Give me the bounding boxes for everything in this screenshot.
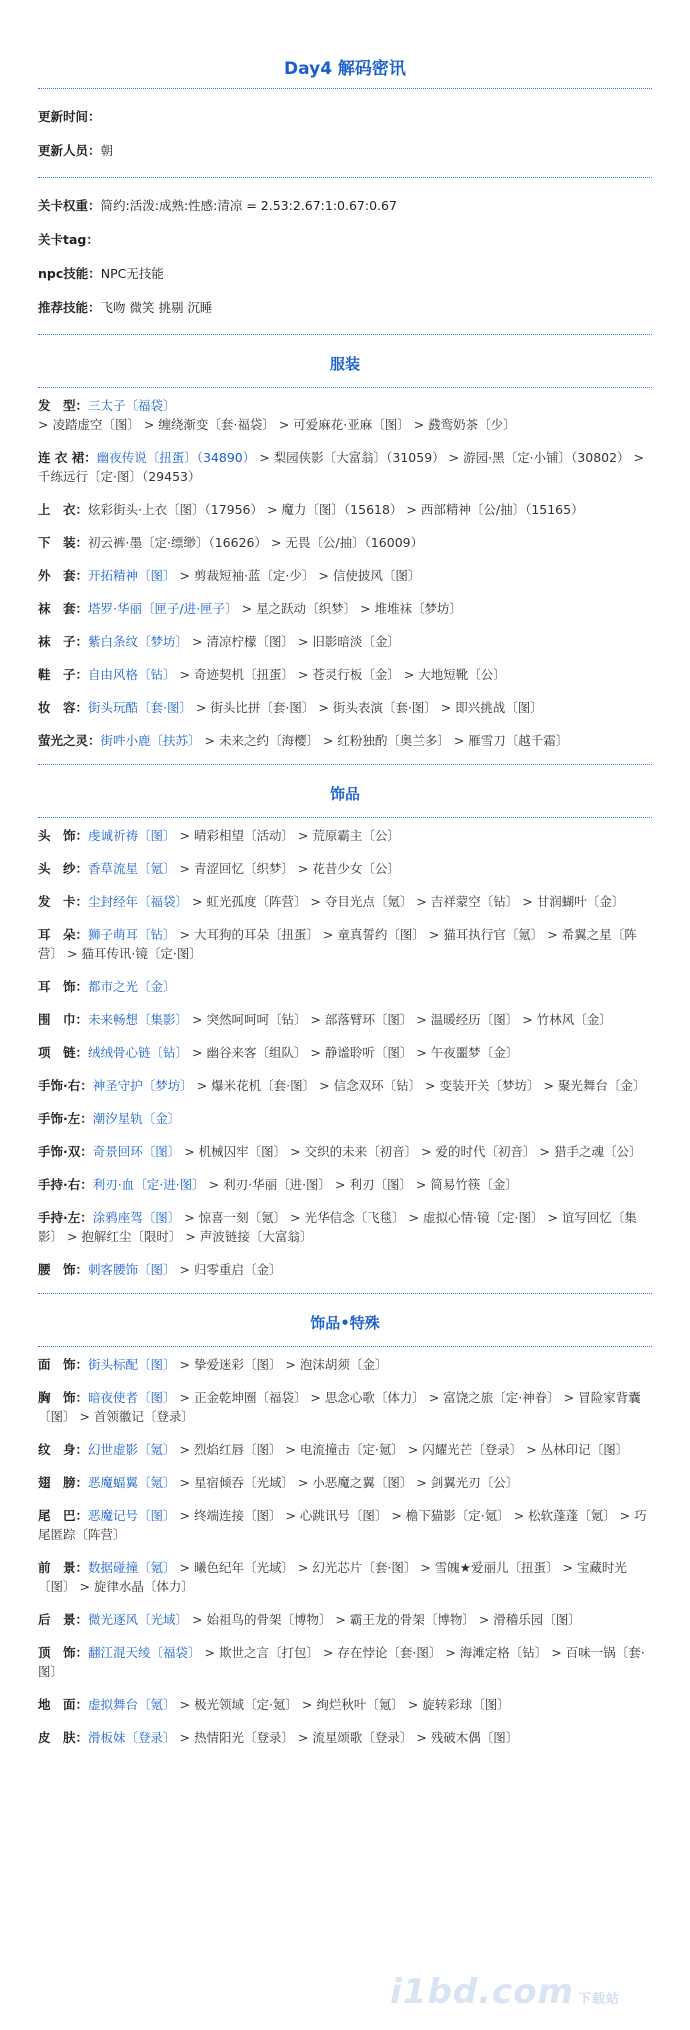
slot-label: 皮 肤：: [38, 1730, 89, 1745]
top-pick-link[interactable]: 未来畅想〔集影〕: [88, 1012, 189, 1027]
top-pick-link[interactable]: 虔诚祈祷〔图〕: [88, 828, 176, 843]
top-pick-link[interactable]: 塔罗·华丽〔匣子/进·匣子〕: [88, 601, 238, 616]
item-row: [38, 1728, 652, 1747]
alternatives-text: > 星宿倾吞〔光域〕 > 小恶魔之翼〔图〕 > 剑翼光刃〔公〕: [175, 1475, 519, 1490]
alternatives-text: > 幽谷来客〔组队〕 > 静谧聆听〔图〕 > 午夜噩梦〔金〕: [188, 1045, 519, 1060]
meta-label: 推荐技能：: [38, 300, 101, 315]
meta-value: 朝: [100, 143, 114, 158]
alternatives-text: > 极光领域〔定·氪〕 > 绚烂秋叶〔氪〕 > 旋转彩球〔图〕: [175, 1697, 510, 1712]
top-pick-link[interactable]: 三太子〔福袋〕: [88, 398, 176, 413]
top-pick-link[interactable]: 微光逐风〔光域〕: [88, 1612, 189, 1627]
alternatives-text: > 热情阳光〔登录〕 > 流星颂歌〔登录〕 > 残破木偶〔图〕: [175, 1730, 519, 1745]
alternatives-text: > 惊喜一刻〔氪〕 > 光华信念〔飞毯〕 > 虚拟心情·镜〔定·图〕 > 谊写回忆〔集影〕 > 抱解红尘〔限时〕 > 声波链接〔大富翁〕: [38, 1210, 637, 1244]
item-row: [38, 1506, 652, 1544]
section-body: [0, 818, 690, 1279]
top-pick-link[interactable]: 刺客腰饰〔图〕: [88, 1262, 176, 1277]
top-pick-link[interactable]: 幻世虚影〔氪〕: [88, 1442, 176, 1457]
alternatives-text: > 突然呵呵呵〔钻〕 > 部落臂环〔图〕 > 温暖经历〔图〕 > 竹林风〔金〕: [188, 1012, 612, 1027]
watermark-sub: 下载站: [577, 1992, 620, 2007]
divider: [38, 1293, 652, 1294]
item-row: [38, 1355, 652, 1374]
alternatives-text: > 青涩回忆〔织梦〕 > 花昔少女〔公〕: [175, 861, 400, 876]
slot-label: 面 饰：: [38, 1357, 89, 1372]
slot-label: 发 型：: [38, 398, 89, 413]
slot-label: 手饰·右：: [38, 1078, 93, 1093]
alternatives-text: > 终端连接〔图〕 > 心跳讯号〔图〕 > 檐下猫影〔定·氪〕 > 松软蓬蓬〔氪〕 > 巧尾匿踪〔阵营〕: [38, 1508, 647, 1542]
meta-value: 简约:活泼:成熟:性感:清凉 = 2.53:2.67:1:0.67:0.67: [100, 198, 397, 213]
alternatives-text: > 利刃·华丽〔进·图〕 > 利刃〔图〕 > 简易竹筷〔金〕: [204, 1177, 518, 1192]
alternatives-text: > 爆米花机〔套·图〕 > 信念双环〔钻〕 > 变装开关〔梦坊〕 > 聚光舞台〔金〕: [192, 1078, 646, 1093]
meta-row: [38, 143, 652, 159]
item-row: [38, 1695, 652, 1714]
slot-label: 顶 饰：: [38, 1645, 89, 1660]
alternatives-text: > 街头比拼〔套·图〕 > 街头表演〔套·图〕 > 即兴挑战〔图〕: [192, 700, 543, 715]
alternatives-text: 初云裤·墨〔定·缥缈〕（16626） > 无畏〔公/抽〕（16009）: [88, 535, 424, 550]
section-heading: 饰品•特殊: [310, 1314, 380, 1332]
item-row: [38, 1010, 652, 1029]
top-pick-link[interactable]: 街头玩酷〔套·图〕: [88, 700, 192, 715]
slot-label: 前 景：: [38, 1560, 89, 1575]
item-row: [38, 859, 652, 878]
item-row: [38, 566, 652, 585]
top-pick-link[interactable]: 恶魔记号〔图〕: [88, 1508, 176, 1523]
alternatives-text: > 挚爱迷彩〔图〕 > 泡沫胡须〔金〕: [175, 1357, 388, 1372]
slot-label: 手持·左：: [38, 1210, 93, 1225]
slot-label: 腰 饰：: [38, 1262, 89, 1277]
slot-label: 后 景：: [38, 1612, 89, 1627]
alternatives-text: > 始祖鸟的骨架〔博物〕 > 霸王龙的骨架〔博物〕 > 滑稽乐园〔图〕: [188, 1612, 581, 1627]
item-row: [38, 1440, 652, 1459]
meta-value: NPC无技能: [100, 266, 164, 281]
slot-label: 袜 子：: [38, 634, 89, 649]
slot-label: 手饰·双：: [38, 1144, 93, 1159]
item-row: [38, 1208, 652, 1246]
top-pick-link[interactable]: 街头标配〔图〕: [88, 1357, 176, 1372]
slot-label: 袜 套：: [38, 601, 89, 616]
item-row: [38, 1473, 652, 1492]
item-row: [38, 396, 652, 434]
meta-row: [38, 266, 652, 282]
sections: [0, 355, 690, 1747]
alternatives-text: > 机械囚牢〔图〕 > 交织的未来〔初音〕 > 爱的时代〔初音〕 > 猎手之魂〔公〕: [180, 1144, 642, 1159]
alternatives-text: > 大耳狗的耳朵〔扭蛋〕 > 童真誓约〔图〕 > 猫耳执行官〔氪〕 > 希翼之星〔阵营〕 > 猫耳传讯·镜〔定·图〕: [38, 927, 637, 961]
item-row: [38, 599, 652, 618]
meta-row: [38, 109, 652, 125]
top-pick-link[interactable]: 奇景回环〔图〕: [92, 1144, 181, 1159]
slot-label: 翅 膀：: [38, 1475, 89, 1490]
slot-label: 围 巾：: [38, 1012, 89, 1027]
top-pick-link[interactable]: 狮子萌耳〔钻〕: [88, 927, 176, 942]
slot-label: 头 纱：: [38, 861, 89, 876]
item-row: [38, 1558, 652, 1596]
top-pick-link[interactable]: 翻江混天绫〔福袋〕: [88, 1645, 201, 1660]
top-pick-link[interactable]: 神圣守护〔梦坊〕: [92, 1078, 193, 1093]
top-pick-link[interactable]: 都市之光〔金〕: [88, 979, 176, 994]
top-pick-link[interactable]: 香草流星〔氪〕: [88, 861, 176, 876]
meta-label: 关卡tag：: [38, 232, 99, 247]
top-pick-link[interactable]: 绒绒骨心链〔钻〕: [88, 1045, 189, 1060]
watermark-text: i1bd.com: [390, 1972, 574, 2012]
alternatives-text: > 未来之约〔海樱〕 > 红粉独酌〔奥兰多〕 > 雁雪刀〔越千霜〕: [200, 733, 569, 748]
slot-label: 耳 饰：: [38, 979, 89, 994]
item-row: [38, 826, 652, 845]
top-pick-link[interactable]: 潮汐星轨〔金〕: [92, 1111, 181, 1126]
divider: [38, 334, 652, 335]
slot-label: 地 面：: [38, 1697, 89, 1712]
item-row: [38, 925, 652, 963]
slot-label: 萤光之灵：: [38, 733, 101, 748]
top-pick-link[interactable]: 数据碰撞〔氪〕: [88, 1560, 176, 1575]
alternatives-text: > 正金乾坤圈〔福袋〕 > 思念心歌〔体力〕 > 富饶之旅〔定·神眷〕 > 冒险家背囊〔图〕 > 首领徽记〔登录〕: [38, 1390, 641, 1424]
slot-label: 项 链：: [38, 1045, 89, 1060]
slot-label: 胸 饰：: [38, 1390, 89, 1405]
alternatives-text: > 欺世之言〔打包〕 > 存在悖论〔套·图〕 > 海滩定格〔钻〕 > 百味一锅〔套·图〕: [38, 1645, 645, 1679]
meta-label: npc技能：: [38, 266, 101, 281]
meta-row: [38, 198, 652, 214]
item-row: [38, 1610, 652, 1629]
alternatives-text: > 烈焰红唇〔图〕 > 电流撞击〔定·氪〕 > 闪耀光芒〔登录〕 > 丛林印记〔图〕: [175, 1442, 629, 1457]
section-body: [0, 388, 690, 750]
alternatives-text: > 奇迹契机〔扭蛋〕 > 苍灵行板〔金〕 > 大地短靴〔公〕: [175, 667, 506, 682]
meta-value: 飞吻 微笑 挑剔 沉睡: [100, 300, 213, 315]
top-pick-link[interactable]: 幽夜传说〔扭蛋〕（34890）: [96, 450, 256, 465]
slot-label: 上 衣：: [38, 502, 89, 517]
item-row: [38, 977, 652, 996]
meta-label: 更新人员：: [38, 143, 101, 158]
alternatives-text: 炫彩街头·上衣〔图〕（17956） > 魔力〔图〕（15618） > 西部精神〔公/抽〕（15165）: [88, 502, 584, 517]
top-pick-link[interactable]: 开拓精神〔图〕: [88, 568, 176, 583]
item-row: [38, 448, 652, 486]
alternatives-text: > 曦色纪年〔光域〕 > 幻光芯片〔套·图〕 > 雪魄★爱丽儿〔扭蛋〕 > 宝藏时光〔图〕 > 旋律水晶〔体力〕: [38, 1560, 627, 1594]
item-row: [38, 533, 652, 552]
top-pick-link[interactable]: 自由风格〔钻〕: [88, 667, 176, 682]
top-pick-link[interactable]: 涂鸦座驾〔图〕: [92, 1210, 181, 1225]
top-pick-link[interactable]: 恶魔蝠翼〔氪〕: [88, 1475, 176, 1490]
slot-label: 头 饰：: [38, 828, 89, 843]
slot-label: 下 装：: [38, 535, 89, 550]
top-pick-link[interactable]: 街吽小鹿〔扶苏〕: [100, 733, 201, 748]
alternatives-text: > 凌踏虚空〔图〕 > 缠绕渐变〔套·福袋〕 > 可爱麻花·亚麻〔图〕 > 鼗鸾奶茶〔少〕: [38, 417, 516, 432]
item-row: [38, 1175, 652, 1194]
page-title: Day4 解码密讯: [284, 59, 406, 79]
slot-label: 纹 身：: [38, 1442, 89, 1457]
item-row: [38, 698, 652, 717]
slot-label: 发 卡：: [38, 894, 89, 909]
meta-row: [38, 300, 652, 316]
alternatives-text: > 晴彩相望〔活动〕 > 荒原霸主〔公〕: [175, 828, 400, 843]
section-body: [0, 1347, 690, 1747]
slot-label: 耳 朵：: [38, 927, 89, 942]
item-row: [38, 1076, 652, 1095]
top-pick-link[interactable]: 滑板妹〔登录〕: [88, 1730, 176, 1745]
top-pick-link[interactable]: 暗夜使者〔图〕: [88, 1390, 176, 1405]
slot-label: 妆 容：: [38, 700, 89, 715]
slot-label: 尾 巴：: [38, 1508, 89, 1523]
slot-label: 手持·右：: [38, 1177, 93, 1192]
alternatives-text: > 归零重启〔金〕: [175, 1262, 282, 1277]
alternatives-text: > 梨园侠影〔大富翁〕（31059） > 游园·黑〔定·小铺〕（30802） > 千练远行〔定·图〕（29453）: [38, 450, 644, 484]
meta-block-2: [0, 178, 690, 316]
slot-label: 鞋 子：: [38, 667, 89, 682]
slot-label: 外 套：: [38, 568, 89, 583]
watermark-logo: [390, 1972, 620, 2012]
section-heading: 服装: [329, 355, 360, 373]
top-pick-link[interactable]: 紫白条纹〔梦坊〕: [88, 634, 189, 649]
meta-row: [38, 232, 652, 248]
slot-label: 手饰·左：: [38, 1111, 93, 1126]
section-heading: 饰品: [329, 785, 360, 803]
item-row: [38, 1043, 652, 1062]
alternatives-text: > 剪裁短袖·蓝〔定·少〕 > 信使披风〔图〕: [175, 568, 421, 583]
item-row: [38, 1388, 652, 1426]
divider: [38, 764, 652, 765]
top-pick-link[interactable]: 利刃·血〔定·进·图〕: [92, 1177, 205, 1192]
item-row: [38, 665, 652, 684]
meta-label: 更新时间：: [38, 109, 101, 124]
item-row: [38, 1109, 652, 1128]
item-row: [38, 892, 652, 911]
top-pick-link[interactable]: 虚拟舞台〔氪〕: [88, 1697, 176, 1712]
top-pick-link[interactable]: 尘封经年〔福袋〕: [88, 894, 189, 909]
item-row: [38, 1260, 652, 1279]
item-row: [38, 731, 652, 750]
item-row: [38, 1142, 652, 1161]
item-row: [38, 500, 652, 519]
alternatives-text: > 星之跃动〔织梦〕 > 堆堆袜〔梦坊〕: [237, 601, 463, 616]
slot-label: 连 衣 裙：: [38, 450, 97, 465]
meta-block-1: [0, 89, 690, 159]
item-row: [38, 1643, 652, 1681]
item-row: [38, 632, 652, 651]
alternatives-text: > 清凉柠檬〔图〕 > 旧影暗淡〔金〕: [188, 634, 400, 649]
meta-label: 关卡权重：: [38, 198, 101, 213]
alternatives-text: > 虹光孤度〔阵营〕 > 夺目光点〔氪〕 > 吉祥蒙空〔钻〕 > 甘润蝴叶〔金〕: [188, 894, 625, 909]
